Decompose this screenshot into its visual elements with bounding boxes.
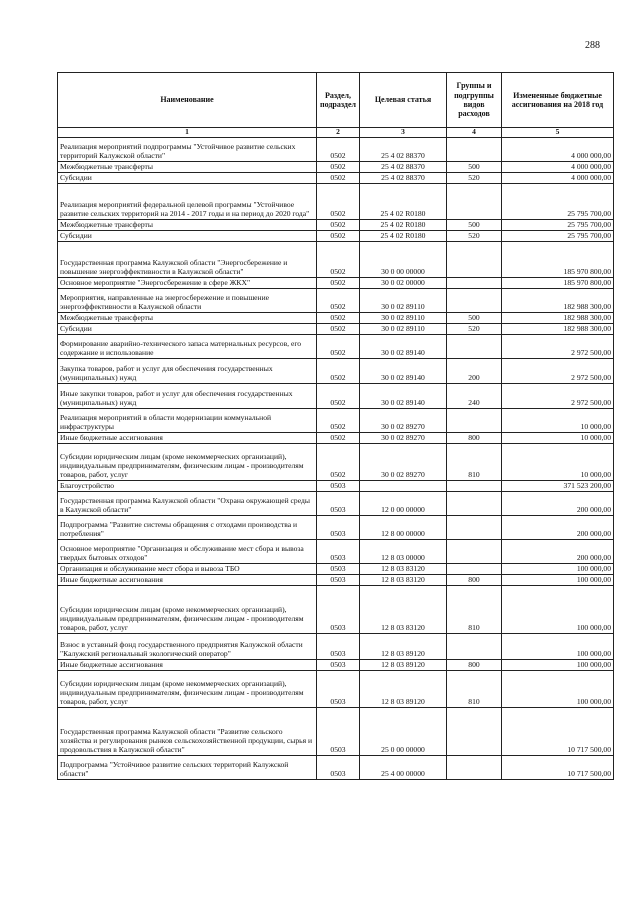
row-target-article: 12 8 03 89120	[360, 671, 447, 708]
row-expense-group	[447, 634, 502, 660]
row-expense-group	[447, 278, 502, 289]
table-row	[58, 409, 614, 433]
row-expense-group: 800	[447, 575, 502, 586]
row-name: Основное мероприятие "Организация и обслуживание мест сбора и вывоза твердых бытовых отходов"	[58, 540, 317, 564]
row-name: Государственная программа Калужской области "Энергосбережение и повышение энергоэффективности в Калужской области"	[58, 242, 317, 278]
table-row	[58, 138, 614, 162]
row-amount: 182 988 300,00	[502, 313, 614, 324]
row-name: Подпрограмма "Развитие системы обращения с отходами производства и потребления"	[58, 516, 317, 540]
row-name: Закупка товаров, работ и услуг для обеспечения государственных (муниципальных) нужд	[58, 359, 317, 384]
column-number: 4	[447, 128, 502, 138]
row-target-article: 30 0 00 00000	[360, 242, 447, 278]
row-expense-group	[447, 516, 502, 540]
row-expense-group: 810	[447, 671, 502, 708]
row-amount: 10 000,00	[502, 433, 614, 444]
table-row	[58, 384, 614, 409]
column-number: 1	[58, 128, 317, 138]
table-row	[58, 184, 614, 220]
row-section-code: 0502	[317, 359, 360, 384]
table-row	[58, 564, 614, 575]
table-row	[58, 516, 614, 540]
row-target-article: 12 8 03 83120	[360, 575, 447, 586]
table-row	[58, 575, 614, 586]
row-section-code: 0502	[317, 433, 360, 444]
row-name: Межбюджетные трансферты	[58, 162, 317, 173]
row-name: Организация и обслуживание мест сбора и вывоза ТБО	[58, 564, 317, 575]
row-expense-group: 500	[447, 313, 502, 324]
row-target-article: 12 0 00 00000	[360, 492, 447, 516]
table-row	[58, 634, 614, 660]
row-name: Формирование аварийно-технического запаса материальных ресурсов, его содержание и использование	[58, 335, 317, 359]
row-target-article: 30 0 02 89270	[360, 444, 447, 481]
row-amount: 100 000,00	[502, 660, 614, 671]
row-amount: 4 000 000,00	[502, 138, 614, 162]
row-target-article: 30 0 02 89140	[360, 359, 447, 384]
row-target-article: 12 8 03 00000	[360, 540, 447, 564]
row-expense-group	[447, 756, 502, 780]
header-row	[58, 73, 614, 128]
row-name: Основное мероприятие "Энергосбережение в сфере ЖКХ"	[58, 278, 317, 289]
table-row	[58, 660, 614, 671]
row-name: Иные бюджетные ассигнования	[58, 660, 317, 671]
row-section-code: 0503	[317, 671, 360, 708]
row-name: Подпрограмма "Устойчивое развитие сельских территорий Калужской области"	[58, 756, 317, 780]
row-expense-group: 200	[447, 359, 502, 384]
row-target-article	[360, 481, 447, 492]
row-amount: 100 000,00	[502, 586, 614, 634]
row-amount: 100 000,00	[502, 671, 614, 708]
row-amount: 10 717 500,00	[502, 756, 614, 780]
table-row	[58, 708, 614, 756]
row-name: Субсидии	[58, 173, 317, 184]
row-section-code: 0503	[317, 492, 360, 516]
row-amount: 25 795 700,00	[502, 220, 614, 231]
row-section-code: 0503	[317, 660, 360, 671]
row-section-code: 0503	[317, 540, 360, 564]
column-number: 5	[502, 128, 614, 138]
row-expense-group	[447, 289, 502, 313]
row-amount: 100 000,00	[502, 575, 614, 586]
row-name: Реализация мероприятий федеральной целевой программы "Устойчивое развитие сельских территорий на 2014 - 2017 годы и на период до 2020 года"	[58, 184, 317, 220]
row-section-code: 0502	[317, 444, 360, 481]
row-section-code: 0503	[317, 516, 360, 540]
row-section-code: 0503	[317, 575, 360, 586]
row-name: Субсидии юридическим лицам (кроме некоммерческих организаций), индивидуальным предпринимателям, физическим лицам - производителям товаров, работ, услуг	[58, 586, 317, 634]
page-number: 288	[585, 40, 600, 51]
row-section-code: 0503	[317, 481, 360, 492]
row-target-article: 30 0 02 89140	[360, 384, 447, 409]
row-target-article: 25 4 02 R0180	[360, 184, 447, 220]
row-target-article: 30 0 02 89270	[360, 433, 447, 444]
row-section-code: 0502	[317, 138, 360, 162]
table-row	[58, 492, 614, 516]
row-section-code: 0503	[317, 756, 360, 780]
row-section-code: 0502	[317, 173, 360, 184]
table-row	[58, 220, 614, 231]
header-groups: Группы и подгруппы видов расходов	[447, 73, 502, 128]
row-target-article: 30 0 02 89270	[360, 409, 447, 433]
column-number: 2	[317, 128, 360, 138]
row-amount: 10 000,00	[502, 409, 614, 433]
row-name: Межбюджетные трансферты	[58, 220, 317, 231]
row-target-article: 25 4 02 88370	[360, 162, 447, 173]
row-expense-group: 800	[447, 433, 502, 444]
row-section-code: 0502	[317, 242, 360, 278]
row-target-article: 25 4 02 88370	[360, 138, 447, 162]
row-target-article: 30 0 02 89110	[360, 289, 447, 313]
row-target-article: 12 8 03 83120	[360, 564, 447, 575]
column-number: 3	[360, 128, 447, 138]
row-expense-group: 520	[447, 324, 502, 335]
row-amount: 4 000 000,00	[502, 162, 614, 173]
row-name: Субсидии	[58, 324, 317, 335]
row-amount: 10 717 500,00	[502, 708, 614, 756]
row-amount: 200 000,00	[502, 492, 614, 516]
row-expense-group	[447, 492, 502, 516]
row-target-article: 30 0 02 89110	[360, 313, 447, 324]
table-row	[58, 278, 614, 289]
row-amount: 200 000,00	[502, 516, 614, 540]
row-expense-group: 240	[447, 384, 502, 409]
table-row	[58, 242, 614, 278]
row-amount: 185 970 800,00	[502, 242, 614, 278]
row-name: Благоустройство	[58, 481, 317, 492]
row-amount: 200 000,00	[502, 540, 614, 564]
row-section-code: 0502	[317, 220, 360, 231]
row-name: Государственная программа Калужской области "Развитие сельского хозяйства и регулирования рынков сельскохозяйственной продукции, сырья и продовольствия в Калужской области"	[58, 708, 317, 756]
row-section-code: 0502	[317, 409, 360, 433]
row-amount: 100 000,00	[502, 634, 614, 660]
row-expense-group: 800	[447, 660, 502, 671]
row-section-code: 0502	[317, 313, 360, 324]
row-amount: 2 972 500,00	[502, 335, 614, 359]
table-row	[58, 540, 614, 564]
row-section-code: 0503	[317, 586, 360, 634]
table-row	[58, 335, 614, 359]
row-name: Иные бюджетные ассигнования	[58, 433, 317, 444]
header-amount: Измененные бюджетные ассигнования на 2018 год	[502, 73, 614, 128]
row-expense-group	[447, 242, 502, 278]
row-amount: 185 970 800,00	[502, 278, 614, 289]
row-name: Реализация мероприятий в области модернизации коммунальной инфраструктуры	[58, 409, 317, 433]
row-name: Взнос в уставный фонд государственного предприятия Калужской области "Калужский региональный экологический оператор"	[58, 634, 317, 660]
table-body	[58, 138, 614, 780]
row-name: Реализация мероприятий подпрограммы "Устойчивое развитие сельских территорий Калужской области"	[58, 138, 317, 162]
row-target-article: 12 8 03 83120	[360, 586, 447, 634]
table-row	[58, 313, 614, 324]
row-target-article: 30 0 02 89110	[360, 324, 447, 335]
row-expense-group	[447, 409, 502, 433]
table-row	[58, 433, 614, 444]
row-amount: 10 000,00	[502, 444, 614, 481]
row-expense-group	[447, 540, 502, 564]
row-expense-group: 810	[447, 444, 502, 481]
row-section-code: 0502	[317, 335, 360, 359]
row-expense-group	[447, 335, 502, 359]
column-number-row	[58, 128, 614, 138]
row-target-article: 25 4 02 88370	[360, 173, 447, 184]
table-row	[58, 671, 614, 708]
table-row	[58, 231, 614, 242]
row-section-code: 0502	[317, 324, 360, 335]
row-expense-group	[447, 708, 502, 756]
row-section-code: 0503	[317, 634, 360, 660]
row-expense-group: 520	[447, 173, 502, 184]
row-amount: 100 000,00	[502, 564, 614, 575]
row-target-article: 12 8 03 89120	[360, 660, 447, 671]
row-amount: 182 988 300,00	[502, 324, 614, 335]
row-name: Межбюджетные трансферты	[58, 313, 317, 324]
row-expense-group: 810	[447, 586, 502, 634]
row-name: Субсидии	[58, 231, 317, 242]
row-expense-group: 520	[447, 231, 502, 242]
row-expense-group: 500	[447, 162, 502, 173]
row-target-article: 30 0 02 89140	[360, 335, 447, 359]
table-row	[58, 359, 614, 384]
row-name: Мероприятия, направленные на энергосбережение и повышение энергоэффективности в Калужской области	[58, 289, 317, 313]
table-row	[58, 756, 614, 780]
row-amount: 2 972 500,00	[502, 384, 614, 409]
row-section-code: 0502	[317, 384, 360, 409]
row-section-code: 0503	[317, 564, 360, 575]
table-row	[58, 586, 614, 634]
row-target-article: 12 8 03 89120	[360, 634, 447, 660]
header-target: Целевая статья	[360, 73, 447, 128]
table-row	[58, 289, 614, 313]
table-row	[58, 173, 614, 184]
row-name: Государственная программа Калужской области "Охрана окружающей среды в Калужской области"	[58, 492, 317, 516]
row-section-code: 0502	[317, 162, 360, 173]
table-row	[58, 162, 614, 173]
table-row	[58, 324, 614, 335]
row-name: Иные бюджетные ассигнования	[58, 575, 317, 586]
row-target-article: 25 4 02 R0180	[360, 220, 447, 231]
row-amount: 25 795 700,00	[502, 231, 614, 242]
row-name: Субсидии юридическим лицам (кроме некоммерческих организаций), индивидуальным предпринимателям, физическим лицам - производителям товаров, работ, услуг	[58, 671, 317, 708]
row-amount: 182 988 300,00	[502, 289, 614, 313]
table-row	[58, 444, 614, 481]
header-section: Раздел, подраздел	[317, 73, 360, 128]
row-target-article: 12 8 00 00000	[360, 516, 447, 540]
row-target-article: 25 4 02 R0180	[360, 231, 447, 242]
row-amount: 371 523 200,00	[502, 481, 614, 492]
row-target-article: 25 0 00 00000	[360, 708, 447, 756]
row-expense-group: 500	[447, 220, 502, 231]
row-target-article: 25 4 00 00000	[360, 756, 447, 780]
row-section-code: 0502	[317, 184, 360, 220]
row-section-code: 0502	[317, 231, 360, 242]
row-amount: 2 972 500,00	[502, 359, 614, 384]
row-target-article: 30 0 02 00000	[360, 278, 447, 289]
header-name: Наименование	[58, 73, 317, 128]
row-amount: 25 795 700,00	[502, 184, 614, 220]
row-section-code: 0503	[317, 708, 360, 756]
row-expense-group	[447, 564, 502, 575]
row-expense-group	[447, 184, 502, 220]
row-section-code: 0502	[317, 289, 360, 313]
row-amount: 4 000 000,00	[502, 173, 614, 184]
table-row	[58, 481, 614, 492]
row-expense-group	[447, 138, 502, 162]
row-expense-group	[447, 481, 502, 492]
row-name: Иные закупки товаров, работ и услуг для обеспечения государственных (муниципальных) нужд	[58, 384, 317, 409]
row-name: Субсидии юридическим лицам (кроме некоммерческих организаций), индивидуальным предпринимателям, физическим лицам - производителям товаров, работ, услуг	[58, 444, 317, 481]
budget-table	[57, 72, 614, 780]
row-section-code: 0502	[317, 278, 360, 289]
